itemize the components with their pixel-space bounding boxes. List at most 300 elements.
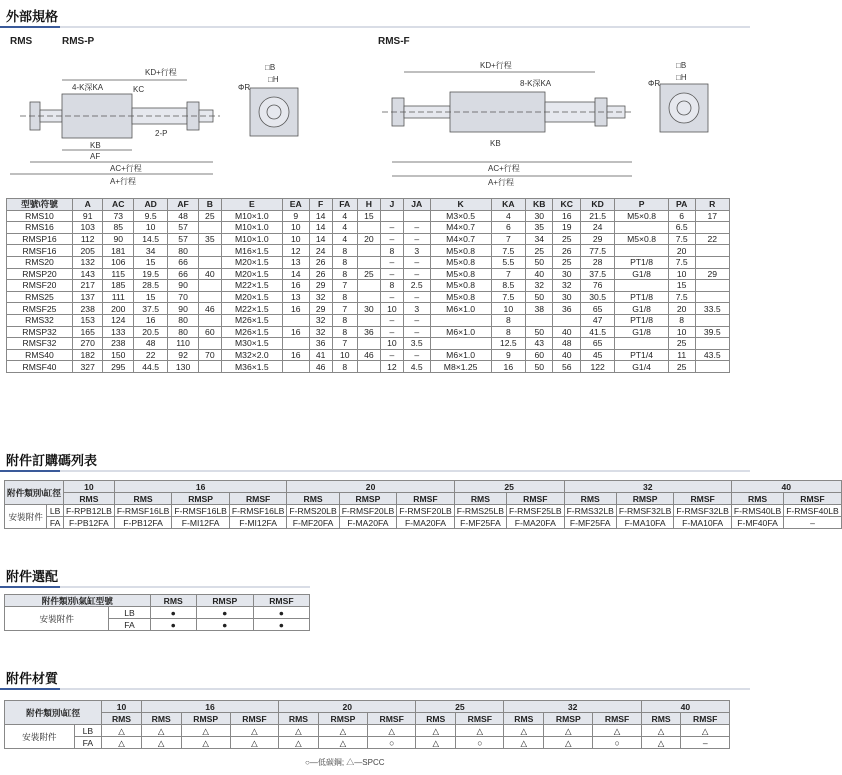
lb-cell: F-RMS25LB <box>454 505 506 517</box>
spec-cell: 17 <box>695 210 729 222</box>
spec-cell: 16 <box>553 210 581 222</box>
spec-cell: 16 <box>491 361 525 373</box>
spec-cell: 4 <box>332 222 357 234</box>
model-subheader: RMSP <box>172 493 230 505</box>
lb-cell: △ <box>318 725 367 737</box>
model-subheader: RMSF <box>229 493 287 505</box>
spec-row <box>7 291 730 303</box>
model-subheader: RMSF <box>784 493 842 505</box>
spec-cell: 38 <box>525 303 553 315</box>
spec-cell: 92 <box>168 349 199 361</box>
spec-cell: 6.5 <box>668 222 695 234</box>
spec-cell: 6 <box>668 210 695 222</box>
model-label-rmsf: RMS-F <box>378 36 410 47</box>
spec-cell: 16 <box>282 349 309 361</box>
spec-cell: 70 <box>168 291 199 303</box>
lb-cell: F-RMSF32LB <box>616 505 674 517</box>
lb-cell: F-RMSF16LB <box>229 505 287 517</box>
spec-cell: 24 <box>309 245 332 257</box>
spec-cell: 29 <box>309 280 332 292</box>
spec-cell: 76 <box>580 280 614 292</box>
spec-cell: G1/8 <box>615 326 669 338</box>
spec-cell: 21.5 <box>580 210 614 222</box>
model-label-rmsp: RMS-P <box>62 36 95 47</box>
spec-cell: M4×0.7 <box>430 222 491 234</box>
spec-cell <box>380 210 403 222</box>
spec-cell: 29 <box>695 268 729 280</box>
spec-header-cell: P <box>615 199 669 211</box>
spec-cell: 14 <box>309 222 332 234</box>
model-subheader: RMS <box>564 493 616 505</box>
fa-cell: F-MA10FA <box>616 517 674 529</box>
spec-cell: 165 <box>72 326 103 338</box>
spec-cell: M22×1.5 <box>221 303 282 315</box>
spec-row <box>7 338 730 350</box>
spec-header-cell: FA <box>332 199 357 211</box>
spec-cell: PT1/8 <box>615 291 669 303</box>
spec-cell: RMSF40 <box>7 361 73 373</box>
spec-cell: M30×1.5 <box>221 338 282 350</box>
spec-cell: 8 <box>332 256 357 268</box>
spec-cell: 16 <box>134 314 168 326</box>
spec-cell: 205 <box>72 245 103 257</box>
fa-cell: – <box>784 517 842 529</box>
spec-cell: 8 <box>332 268 357 280</box>
spec-cell: – <box>403 222 430 234</box>
spec-row <box>7 245 730 257</box>
spec-cell: M32×2.0 <box>221 349 282 361</box>
spec-cell: 6 <box>491 222 525 234</box>
model-subheader: RMSF <box>456 713 504 725</box>
spec-cell: PT1/8 <box>615 256 669 268</box>
spec-cell: M36×1.5 <box>221 361 282 373</box>
model-header: RMSF <box>253 595 309 607</box>
fa-cell: F-MF25FA <box>564 517 616 529</box>
spec-cell: – <box>380 314 403 326</box>
spec-cell: 47 <box>580 314 614 326</box>
spec-cell: M26×1.5 <box>221 314 282 326</box>
spec-cell: 29 <box>309 303 332 315</box>
spec-cell <box>695 245 729 257</box>
spec-cell: 40 <box>553 326 581 338</box>
spec-cell: 10 <box>380 303 403 315</box>
spec-cell: 32 <box>525 280 553 292</box>
spec-cell: – <box>380 268 403 280</box>
spec-cell: G1/8 <box>615 303 669 315</box>
spec-cell: 37.5 <box>134 303 168 315</box>
spec-cell: 295 <box>103 361 134 373</box>
spec-cell: 8 <box>491 314 525 326</box>
spec-cell: 13 <box>282 291 309 303</box>
spec-cell: G1/8 <box>615 268 669 280</box>
fa-cell: F-MI12FA <box>229 517 287 529</box>
spec-cell: 122 <box>580 361 614 373</box>
spec-cell: 8 <box>332 314 357 326</box>
spec-header-cell: B <box>198 199 221 211</box>
section-divider <box>0 586 310 588</box>
spec-cell: 13 <box>282 256 309 268</box>
spec-cell: 50 <box>525 291 553 303</box>
spec-cell: 270 <box>72 338 103 350</box>
lb-cell: F-RMSF16LB <box>114 505 172 517</box>
accessory-option-table <box>4 594 310 631</box>
model-subheader: RMS <box>287 493 339 505</box>
spec-cell: 7 <box>332 338 357 350</box>
spec-cell <box>357 256 380 268</box>
lb-cell: F-RMSF25LB <box>507 505 565 517</box>
label-r-f: ΦR <box>648 79 661 88</box>
spec-cell: 25 <box>357 268 380 280</box>
spec-cell: 9 <box>491 349 525 361</box>
spec-cell <box>198 222 221 234</box>
fa-cell: △ <box>230 737 278 749</box>
spec-cell <box>615 245 669 257</box>
spec-row <box>7 222 730 234</box>
spec-cell: 90 <box>168 280 199 292</box>
spec-row <box>7 210 730 222</box>
spec-cell: M8×1.25 <box>430 361 491 373</box>
spec-cell: – <box>380 291 403 303</box>
spec-row <box>7 233 730 245</box>
spec-cell: 36 <box>553 303 581 315</box>
spec-cell: 8 <box>380 280 403 292</box>
spec-cell <box>695 291 729 303</box>
spec-cell: 80 <box>168 245 199 257</box>
model-subheader: RMSP <box>181 713 230 725</box>
spec-cell: G1/4 <box>615 361 669 373</box>
spec-cell: 73 <box>103 210 134 222</box>
spec-cell: 29 <box>580 233 614 245</box>
spec-cell: 32 <box>309 326 332 338</box>
spec-cell: RMS25 <box>7 291 73 303</box>
spec-cell: 8 <box>491 326 525 338</box>
label-p: 2-P <box>155 129 168 138</box>
drawing-rms <box>0 50 370 200</box>
bore-size-header: 20 <box>287 481 454 493</box>
spec-cell: 22 <box>134 349 168 361</box>
spec-cell <box>430 314 491 326</box>
spec-cell: 85 <box>103 222 134 234</box>
spec-cell: M16×1.5 <box>221 245 282 257</box>
model-subheader: RMSF <box>593 713 641 725</box>
label-kb-f: KB <box>490 139 501 148</box>
spec-cell <box>282 361 309 373</box>
fa-cell: F-MA10FA <box>674 517 732 529</box>
model-subheader: RMS <box>454 493 506 505</box>
fa-cell: △ <box>641 737 681 749</box>
spec-cell: M5×0.8 <box>615 210 669 222</box>
spec-cell: 217 <box>72 280 103 292</box>
spec-cell <box>357 338 380 350</box>
material-legend: ○—低碳鋼; △—SPCC <box>305 758 385 767</box>
fa-cell: ○ <box>593 737 641 749</box>
spec-cell: M5×0.8 <box>430 245 491 257</box>
lb-cell: F-RMSF16LB <box>172 505 230 517</box>
spec-cell <box>695 256 729 268</box>
spec-cell: 25 <box>668 361 695 373</box>
spec-cell: 20.5 <box>134 326 168 338</box>
spec-cell: 12 <box>282 245 309 257</box>
spec-header-cell: J <box>380 199 403 211</box>
spec-cell: 20 <box>668 245 695 257</box>
spec-cell: 25 <box>525 245 553 257</box>
spec-cell <box>198 280 221 292</box>
spec-cell: 8 <box>668 314 695 326</box>
spec-cell: 40 <box>525 268 553 280</box>
spec-cell: 110 <box>168 338 199 350</box>
lb-cell: F-RMS32LB <box>564 505 616 517</box>
spec-header-cell: PA <box>668 199 695 211</box>
spec-cell: 185 <box>103 280 134 292</box>
spec-cell: 80 <box>168 326 199 338</box>
fa-cell: F-MF20FA <box>287 517 339 529</box>
spec-cell <box>695 222 729 234</box>
spec-header-cell: KC <box>553 199 581 211</box>
spec-cell: M5×0.8 <box>430 256 491 268</box>
spec-cell: M5×0.8 <box>430 280 491 292</box>
spec-cell: 26 <box>309 268 332 280</box>
spec-cell: – <box>403 256 430 268</box>
model-label-rms: RMS <box>10 36 33 47</box>
spec-cell: 143 <box>72 268 103 280</box>
section-divider <box>0 688 750 690</box>
spec-cell: 7.5 <box>668 233 695 245</box>
lb-cell: △ <box>641 725 681 737</box>
spec-cell: 10 <box>282 233 309 245</box>
spec-cell: 48 <box>553 338 581 350</box>
spec-cell: 103 <box>72 222 103 234</box>
spec-cell: – <box>403 291 430 303</box>
lb-cell: △ <box>102 725 142 737</box>
model-subheader: RMSP <box>544 713 593 725</box>
spec-header-cell: F <box>309 199 332 211</box>
spec-cell <box>198 314 221 326</box>
spec-cell <box>282 338 309 350</box>
spec-cell <box>553 314 581 326</box>
spec-header-cell: AD <box>134 199 168 211</box>
spec-cell: 12 <box>380 361 403 373</box>
spec-cell: 41.5 <box>580 326 614 338</box>
spec-row <box>7 326 730 338</box>
spec-cell: M3×0.5 <box>430 210 491 222</box>
accessory-group-cell: 安裝附件 <box>5 725 75 749</box>
fa-cell: △ <box>318 737 367 749</box>
spec-header-cell: KA <box>491 199 525 211</box>
spec-cell: 10 <box>668 268 695 280</box>
spec-cell: – <box>380 233 403 245</box>
lb-cell: △ <box>416 725 456 737</box>
bore-size-header: 25 <box>454 481 564 493</box>
fa-cell: △ <box>181 737 230 749</box>
lb-cell: F-RMSF32LB <box>674 505 732 517</box>
spec-cell: – <box>403 268 430 280</box>
spec-cell: 14 <box>309 233 332 245</box>
bore-size-header: 16 <box>141 701 278 713</box>
label-ka-f: 8-K深KA <box>520 79 552 88</box>
fa-cell: F-MA20FA <box>397 517 455 529</box>
model-subheader: RMSF <box>230 713 278 725</box>
spec-cell: 200 <box>103 303 134 315</box>
spec-cell: 8.5 <box>491 280 525 292</box>
spec-cell: RMSP20 <box>7 268 73 280</box>
bore-size-header: 40 <box>731 481 841 493</box>
spec-cell: RMSF16 <box>7 245 73 257</box>
spec-cell: – <box>380 349 403 361</box>
spec-cell: RMS40 <box>7 349 73 361</box>
spec-cell <box>695 280 729 292</box>
spec-cell: 9 <box>282 210 309 222</box>
available-dot: ● <box>150 619 196 631</box>
spec-cell: – <box>403 349 430 361</box>
spec-cell: 3.5 <box>403 338 430 350</box>
spec-cell: 8 <box>332 326 357 338</box>
spec-cell: 15 <box>134 256 168 268</box>
spec-header-cell: E <box>221 199 282 211</box>
model-subheader: RMSF <box>368 713 416 725</box>
model-subheader: RMS <box>504 713 544 725</box>
spec-cell: M10×1.0 <box>221 233 282 245</box>
spec-cell: 10 <box>332 349 357 361</box>
spec-header-cell: 型號\符號 <box>7 199 73 211</box>
fa-cell: ○ <box>368 737 416 749</box>
accessory-type-fa: FA <box>109 619 150 631</box>
label-h-f: □H <box>676 73 687 82</box>
section-title-codes: 附件訂購碼列表 <box>6 453 98 468</box>
lb-cell: F-RMSF20LB <box>397 505 455 517</box>
spec-cell: 4.5 <box>403 361 430 373</box>
lb-cell: F-RPB12LB <box>63 505 114 517</box>
spec-cell: 90 <box>168 303 199 315</box>
model-subheader: RMSF <box>681 713 730 725</box>
spec-cell: 124 <box>103 314 134 326</box>
available-dot: ● <box>150 607 196 619</box>
label-a-f: A+行程 <box>488 178 515 187</box>
spec-cell: 60 <box>525 349 553 361</box>
spec-cell <box>615 280 669 292</box>
model-subheader: RMS <box>641 713 681 725</box>
spec-cell: 26 <box>553 245 581 257</box>
fa-cell: F-PB12FA <box>63 517 114 529</box>
model-subheader: RMS <box>114 493 172 505</box>
model-header: RMS <box>150 595 196 607</box>
spec-cell: 30 <box>525 210 553 222</box>
spec-cell <box>525 314 553 326</box>
spec-cell: 30 <box>553 291 581 303</box>
fa-cell: F-MA20FA <box>339 517 397 529</box>
spec-cell: 327 <box>72 361 103 373</box>
spec-cell: 20 <box>668 303 695 315</box>
spec-cell: 90 <box>103 233 134 245</box>
spec-cell: 40 <box>553 349 581 361</box>
spec-cell: 70 <box>198 349 221 361</box>
spec-cell: 32 <box>309 314 332 326</box>
spec-cell: 37.5 <box>580 268 614 280</box>
spec-cell: 20 <box>357 233 380 245</box>
spec-cell <box>357 280 380 292</box>
spec-header-cell: H <box>357 199 380 211</box>
label-kb: KB <box>90 141 101 150</box>
spec-cell: – <box>380 256 403 268</box>
spec-cell: 15 <box>668 280 695 292</box>
spec-cell: 65 <box>580 303 614 315</box>
spec-cell: M5×0.8 <box>615 233 669 245</box>
spec-cell: 46 <box>357 349 380 361</box>
spec-cell: 19 <box>553 222 581 234</box>
spec-cell: 45 <box>580 349 614 361</box>
spec-cell: 14 <box>309 210 332 222</box>
fa-cell: F-MF25FA <box>454 517 506 529</box>
spec-header-cell: AF <box>168 199 199 211</box>
spec-cell: M6×1.0 <box>430 349 491 361</box>
fa-cell: F-MA20FA <box>507 517 565 529</box>
fa-cell: △ <box>416 737 456 749</box>
accessory-type-lb: LB <box>109 607 150 619</box>
fa-cell: ○ <box>456 737 504 749</box>
spec-cell: 50 <box>525 256 553 268</box>
spec-cell: 66 <box>168 268 199 280</box>
bore-size-header: 32 <box>504 701 641 713</box>
model-subheader: RMS <box>102 713 142 725</box>
spec-cell: 77.5 <box>580 245 614 257</box>
fa-cell: △ <box>102 737 142 749</box>
lb-cell: △ <box>544 725 593 737</box>
spec-cell: M6×1.0 <box>430 303 491 315</box>
spec-cell: M10×1.0 <box>221 210 282 222</box>
spec-cell: 14.5 <box>134 233 168 245</box>
spec-row <box>7 268 730 280</box>
spec-cell: 15 <box>357 210 380 222</box>
spec-cell: 111 <box>103 291 134 303</box>
fa-cell: F-MI12FA <box>172 517 230 529</box>
spec-cell: 32 <box>309 291 332 303</box>
lb-cell: △ <box>279 725 319 737</box>
spec-cell: 35 <box>198 233 221 245</box>
fa-cell: – <box>681 737 730 749</box>
model-subheader: RMS <box>141 713 181 725</box>
available-dot: ● <box>196 619 253 631</box>
fa-cell: △ <box>279 737 319 749</box>
spec-cell: 48 <box>168 210 199 222</box>
spec-cell: 7.5 <box>668 291 695 303</box>
spec-cell <box>695 314 729 326</box>
spec-cell: 10 <box>491 303 525 315</box>
spec-row <box>7 303 730 315</box>
spec-header-cell: JA <box>403 199 430 211</box>
spec-cell <box>695 338 729 350</box>
spec-cell: 9.5 <box>134 210 168 222</box>
model-subheader: RMSP <box>616 493 674 505</box>
available-dot: ● <box>253 607 309 619</box>
label-a: A+行程 <box>110 177 137 186</box>
spec-cell: 5.5 <box>491 256 525 268</box>
corner-cell: 附件類別\缸徑 <box>5 481 64 505</box>
lb-cell: F-RMSF40LB <box>784 505 842 517</box>
lb-cell: △ <box>456 725 504 737</box>
label-h: □H <box>268 75 279 84</box>
model-subheader: RMSP <box>339 493 397 505</box>
spec-cell: 66 <box>168 256 199 268</box>
spec-cell: 8 <box>332 245 357 257</box>
spec-cell <box>357 361 380 373</box>
spec-cell: RMSF20 <box>7 280 73 292</box>
corner-cell: 附件類別\氣缸型號 <box>5 595 151 607</box>
spec-cell: 150 <box>103 349 134 361</box>
spec-cell: 14 <box>282 268 309 280</box>
accessory-group-cell: 安裝附件 <box>5 607 109 631</box>
spec-cell: 8 <box>332 291 357 303</box>
fa-cell: △ <box>141 737 181 749</box>
spec-cell <box>198 256 221 268</box>
